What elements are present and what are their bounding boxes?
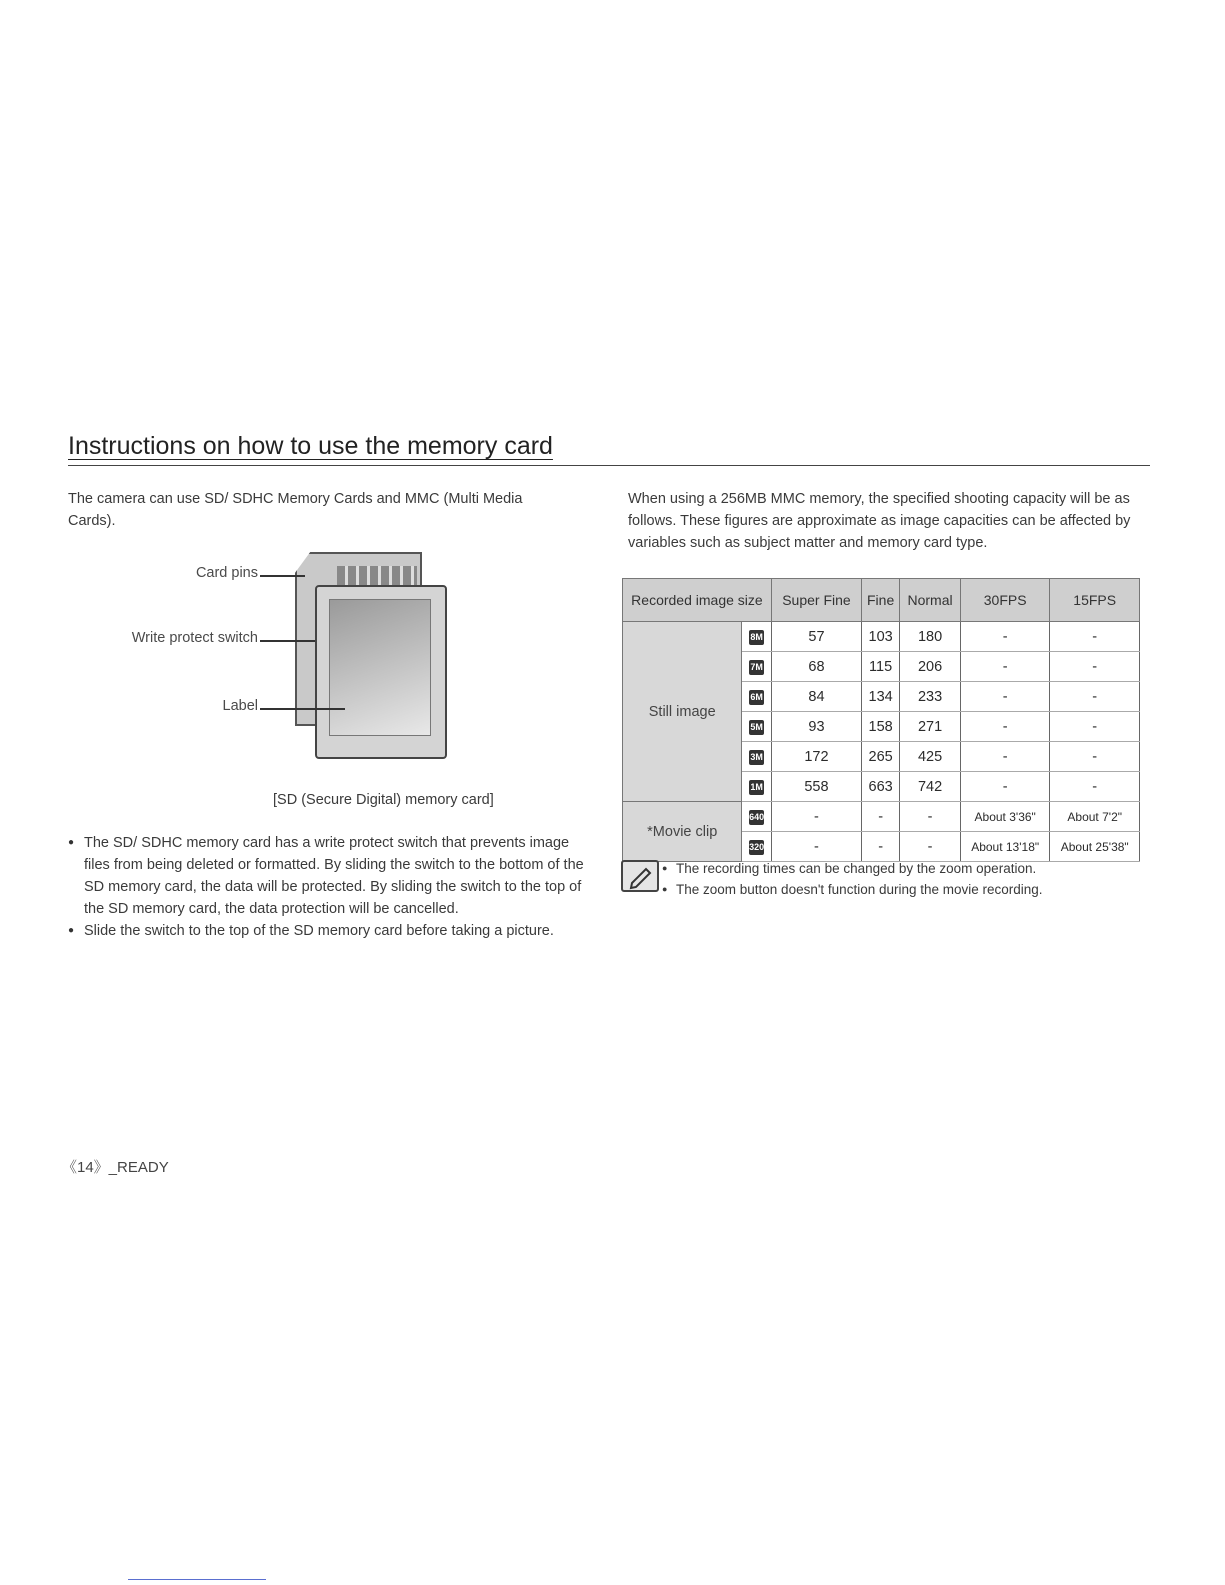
cell-f: 103: [862, 622, 900, 652]
cell-fps30: -: [960, 622, 1050, 652]
header-recorded-size: Recorded image size: [623, 579, 772, 622]
header-30fps: 30FPS: [960, 579, 1050, 622]
cell-sf: 57: [771, 622, 861, 652]
left-intro: The camera can use SD/ SDHC Memory Cards and MMC (Multi Media Cards).: [68, 491, 523, 529]
bullet-item: ● Slide the switch to the top of the SD memory card before taking a picture.: [68, 920, 588, 942]
label-label: Label: [222, 698, 258, 714]
cell-fps30: -: [960, 712, 1050, 742]
bullet-item: ● The SD/ SDHC memory card has a write protect switch that prevents image files from being deleted or formatted. By sliding the switch to the bottom of the SD memory card, the data will be protected. By sliding the switch to the top of the SD memory card, the data protection will be cancelled.: [68, 832, 588, 920]
cell-fps15: -: [1050, 742, 1140, 772]
capacity-table: [622, 578, 1140, 862]
size-icon-cell: [742, 622, 771, 652]
cell-fps30: -: [960, 682, 1050, 712]
page-title: Instructions on how to use the memory card: [68, 432, 553, 460]
cell-f: -: [862, 802, 900, 832]
resolution-icon: 320: [749, 840, 764, 855]
card-pins-label: Card pins: [195, 565, 258, 581]
resolution-icon: 640: [749, 810, 764, 825]
page-footer: 《14》_READY: [62, 1159, 169, 1176]
cell-sf: -: [771, 832, 861, 862]
card-pins-graphic: [337, 566, 417, 586]
size-icon-cell: [742, 712, 771, 742]
cell-n: 206: [900, 652, 961, 682]
cell-n: 233: [900, 682, 961, 712]
bottom-link-line: [128, 1579, 266, 1580]
right-intro: When using a 256MB MMC memory, the specified shooting capacity will be as follows. These figures are approximate as image capacities can be affected by variables such as subject matter and memory card type.: [628, 491, 1131, 551]
table-row: [623, 802, 1140, 832]
cell-fps30: About 13'18": [960, 832, 1050, 862]
notes-list: [662, 858, 1043, 900]
cell-f: 158: [862, 712, 900, 742]
cell-sf: -: [771, 802, 861, 832]
cell-fps15: -: [1050, 682, 1140, 712]
resolution-icon: 5M: [749, 720, 764, 735]
resolution-icon: 8M: [749, 630, 764, 645]
size-icon-cell: [742, 682, 771, 712]
cell-n: -: [900, 802, 961, 832]
cell-sf: 68: [771, 652, 861, 682]
write-protect-leader: [260, 640, 315, 642]
figure-caption: [SD (Secure Digital) memory card]: [273, 792, 494, 808]
cell-sf: 172: [771, 742, 861, 772]
cell-fps30: -: [960, 742, 1050, 772]
size-icon-cell: [742, 832, 771, 862]
cell-fps15: -: [1050, 622, 1140, 652]
size-icon-cell: [742, 742, 771, 772]
title-rule: [68, 465, 1150, 466]
size-icon-cell: [742, 802, 771, 832]
table-row: [623, 622, 1140, 652]
cell-sf: 558: [771, 772, 861, 802]
still-image-group-label: Still image: [623, 622, 742, 802]
cell-n: 742: [900, 772, 961, 802]
sd-card-front: [315, 585, 447, 759]
resolution-icon: 6M: [749, 690, 764, 705]
note-item: ● The recording times can be changed by the zoom operation.: [662, 858, 1043, 879]
resolution-icon: 1M: [749, 780, 764, 795]
header-super-fine: Super Fine: [771, 579, 861, 622]
cell-sf: 84: [771, 682, 861, 712]
size-icon-cell: [742, 652, 771, 682]
label-leader: [260, 708, 345, 710]
write-protect-label: Write protect switch: [131, 630, 258, 646]
cell-f: 663: [862, 772, 900, 802]
cell-fps30: -: [960, 772, 1050, 802]
size-icon-cell: [742, 772, 771, 802]
header-normal: Normal: [900, 579, 961, 622]
cell-fps15: -: [1050, 712, 1140, 742]
note-pencil-icon: [621, 860, 659, 892]
resolution-icon: 7M: [749, 660, 764, 675]
movie-clip-group-label: *Movie clip: [623, 802, 742, 862]
cell-fps15: About 7'2": [1050, 802, 1140, 832]
cell-sf: 93: [771, 712, 861, 742]
cell-fps15: -: [1050, 652, 1140, 682]
cell-fps30: -: [960, 652, 1050, 682]
resolution-icon: 3M: [749, 750, 764, 765]
cell-f: -: [862, 832, 900, 862]
table-header-row: [623, 579, 1140, 622]
header-fine: Fine: [862, 579, 900, 622]
cell-fps15: -: [1050, 772, 1140, 802]
card-pins-leader: [260, 575, 305, 577]
cell-n: -: [900, 832, 961, 862]
cell-n: 425: [900, 742, 961, 772]
cell-f: 265: [862, 742, 900, 772]
cell-fps30: About 3'36": [960, 802, 1050, 832]
left-bullets: [68, 832, 588, 942]
cell-f: 115: [862, 652, 900, 682]
note-item: ● The zoom button doesn't function during the movie recording.: [662, 879, 1043, 900]
cell-f: 134: [862, 682, 900, 712]
cell-n: 180: [900, 622, 961, 652]
card-label-graphic: [329, 599, 431, 736]
cell-fps15: About 25'38": [1050, 832, 1140, 862]
cell-n: 271: [900, 712, 961, 742]
sd-card-figure: [120, 545, 480, 790]
header-15fps: 15FPS: [1050, 579, 1140, 622]
